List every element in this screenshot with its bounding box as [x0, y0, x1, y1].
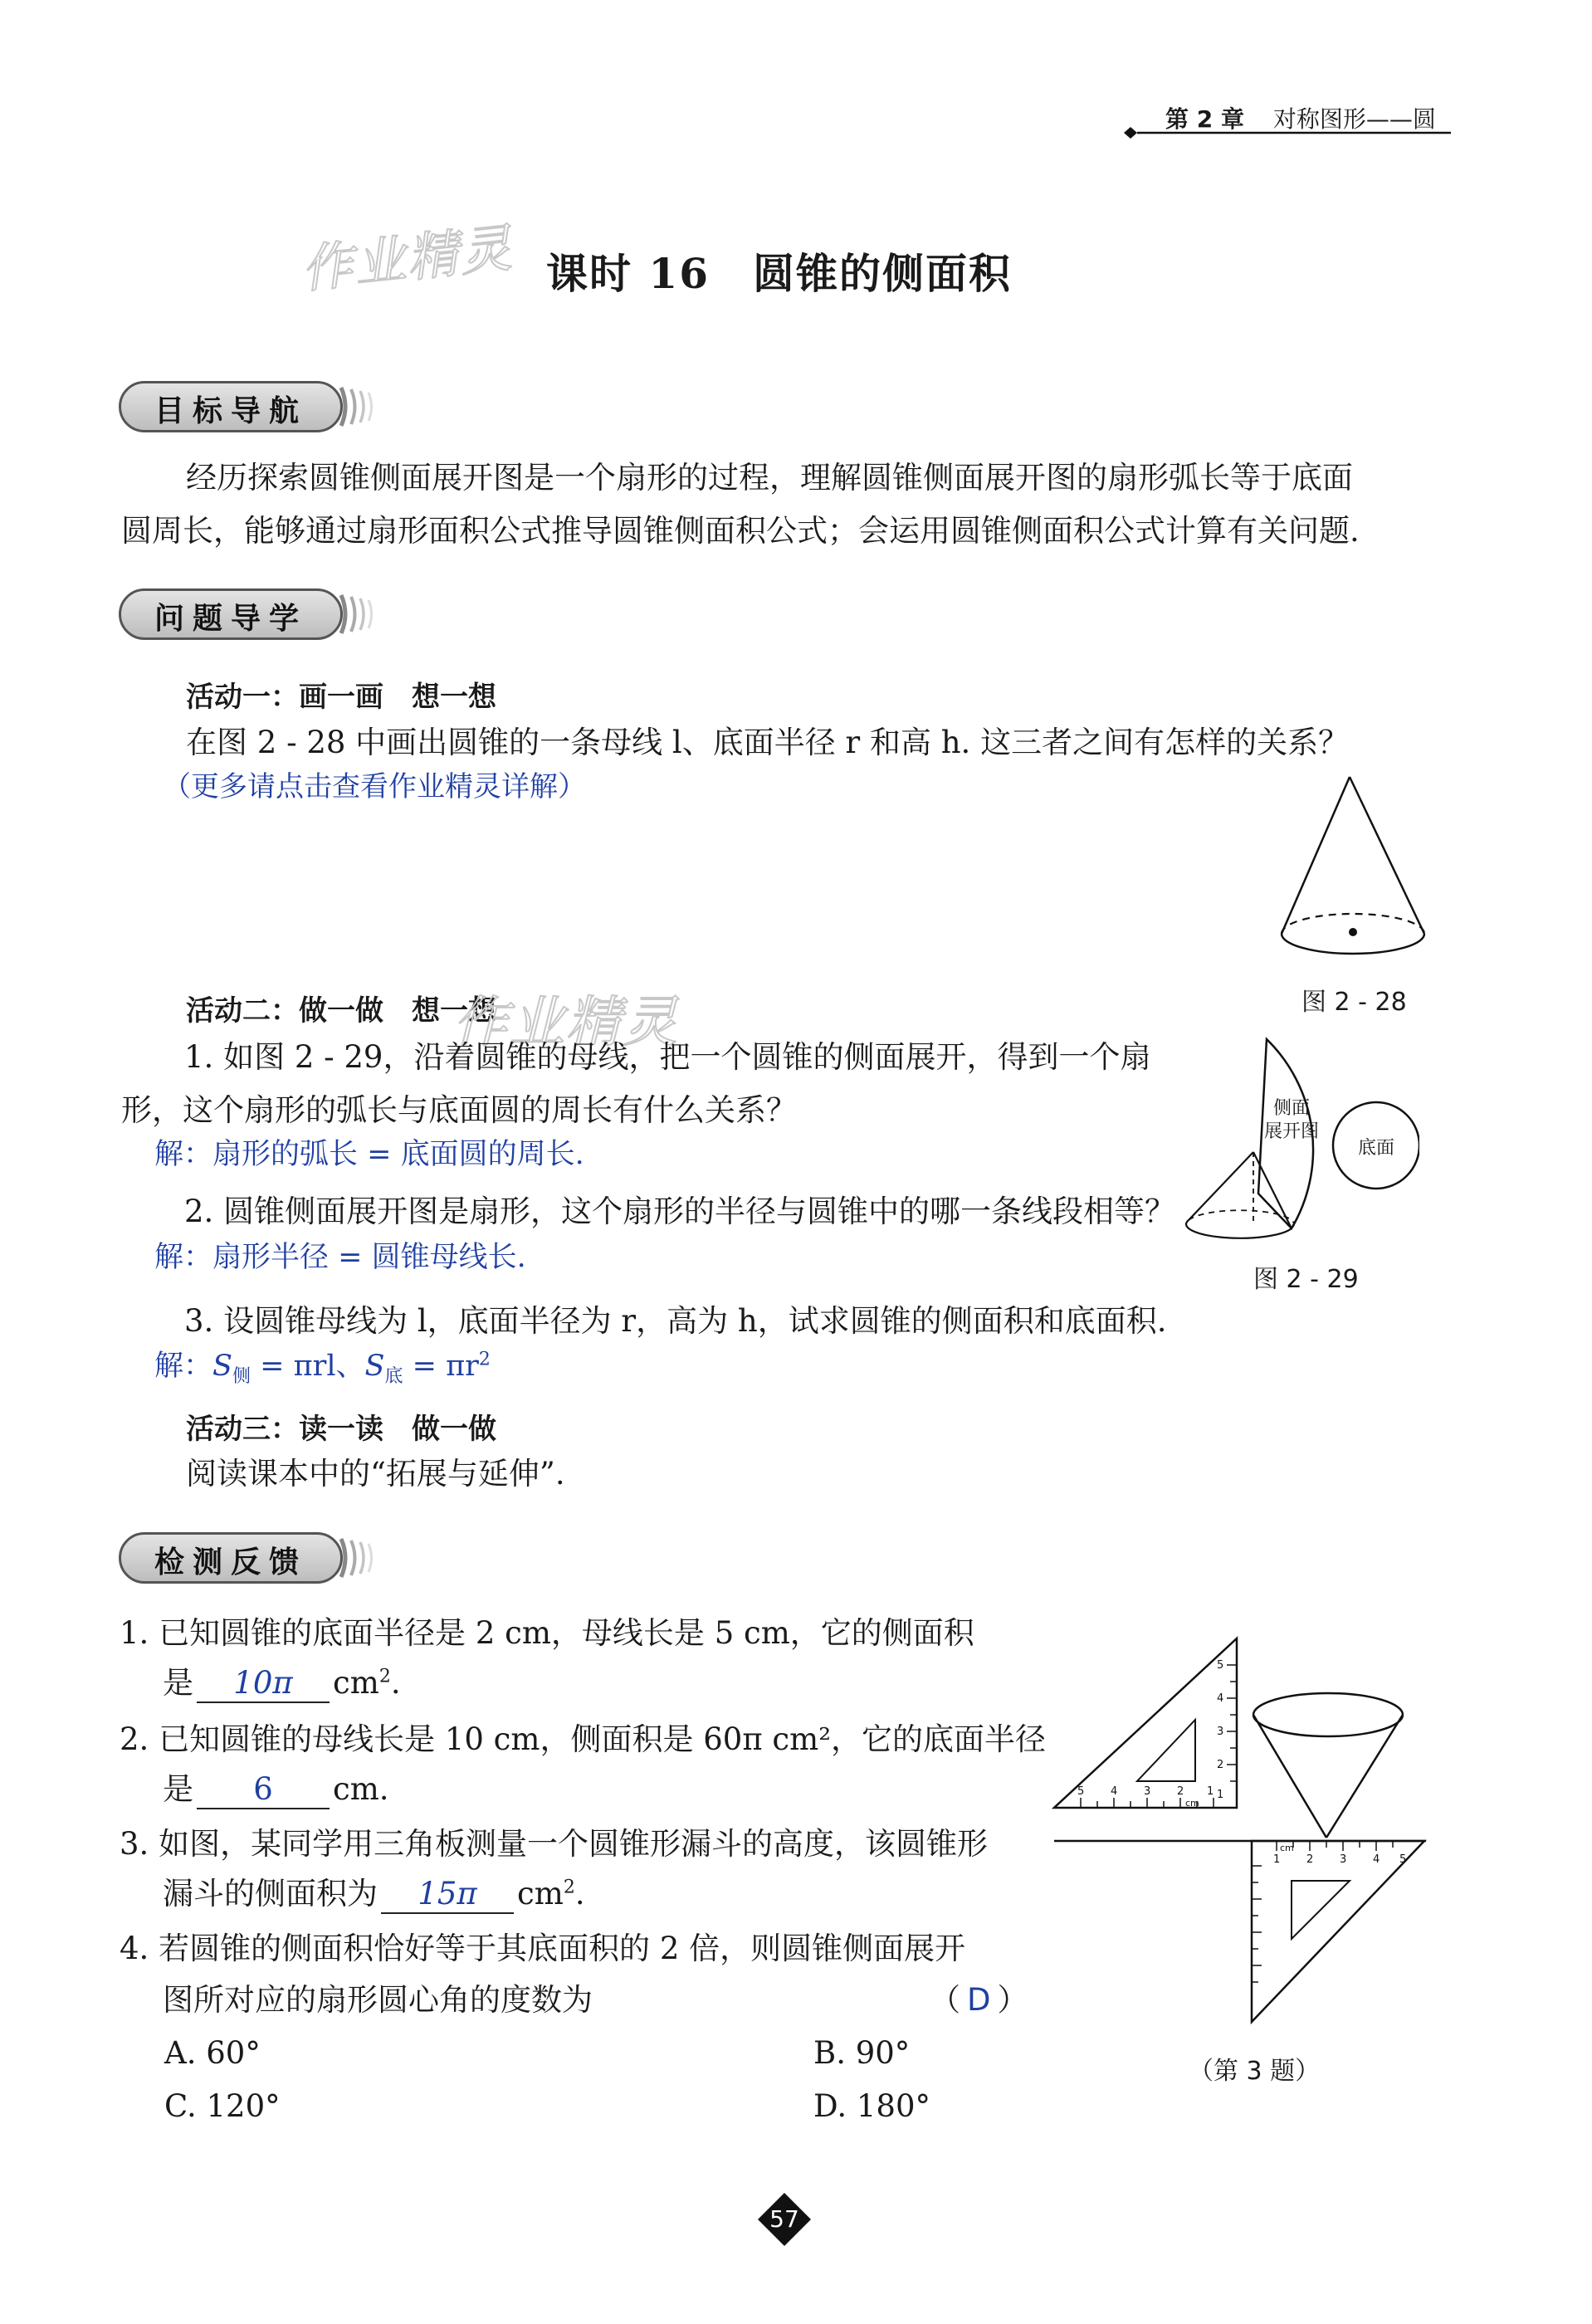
watermark-logo: 作业精灵	[298, 217, 516, 300]
q1-unit: cm	[333, 1665, 379, 1701]
answer3-s1-sub: 侧	[232, 1366, 251, 1387]
q2-answer-blank[interactable]	[197, 1771, 330, 1809]
answer3-prefix: 解：	[154, 1350, 213, 1383]
q4-paren-open: （	[930, 1982, 960, 2018]
banner-guide	[119, 588, 380, 640]
figure-2-28-caption: 图 2 - 28	[1301, 988, 1407, 1017]
activity3-text: 阅读课本中的“拓展与延伸”.	[186, 1456, 565, 1492]
answer3-eq2: = πr	[403, 1350, 479, 1383]
side-ruler-tick-label: 2	[1217, 1759, 1224, 1771]
bottom-ruler-tick-label: 3	[1340, 1853, 1347, 1866]
activity1-question: 在图 2 - 28 中画出圆锥的一条母线 l、底面半径 r 和高 h. 这三者之间有怎样的关系？	[186, 725, 1350, 760]
banner-guide-label: 问题导学	[154, 602, 307, 636]
banner-goals	[119, 381, 380, 432]
bottom-ruler-unit: cm	[1280, 1843, 1294, 1853]
banner-goals-label: 目标导航	[154, 394, 307, 428]
page-number: 57	[769, 2205, 799, 2233]
side-ruler-tick-label: 3	[1217, 1726, 1224, 1738]
q4-answer-paren[interactable]	[930, 1982, 1028, 2019]
q1-answer: 10π	[233, 1665, 293, 1701]
chapter-label: 第 2 章	[1165, 105, 1244, 133]
side-label-line2: 展开图	[1264, 1120, 1320, 1142]
q3-end: .	[574, 1876, 585, 1911]
feedback-q1-line1: 1. 已知圆锥的底面半径是 2 cm，母线长是 5 cm，它的侧面积	[120, 1615, 974, 1651]
feedback-q2-line2	[163, 1771, 389, 1809]
side-ruler-tick-label: 4	[1217, 1692, 1224, 1705]
q2-prefix: 是	[163, 1771, 193, 1807]
triangle-ruler-funnel-figure	[1047, 1632, 1429, 2030]
top-ruler-unit: cm	[1185, 1798, 1199, 1809]
q1-prefix: 是	[163, 1665, 193, 1701]
banner-stripes-icon	[336, 384, 378, 429]
top-ruler-tick-label: 4	[1111, 1785, 1118, 1798]
cone-figure-2-28	[1270, 772, 1436, 963]
top-ruler-tick-label: 5	[1077, 1785, 1085, 1798]
page-title: 课时 16 圆锥的侧面积	[546, 249, 1012, 298]
header-rule	[1122, 124, 1454, 141]
q3-answer-blank[interactable]	[381, 1876, 514, 1914]
feedback-q1-line2	[163, 1665, 401, 1703]
activity2-answer3	[154, 1349, 491, 1388]
watermark-logo: 作业精灵	[453, 990, 679, 1054]
q1-answer-blank[interactable]	[197, 1665, 330, 1703]
q3-answer: 15π	[418, 1876, 477, 1911]
activity2-answer1: 解：扇形的弧长 = 底面圆的周长.	[154, 1138, 584, 1171]
activity1-title: 活动一：画一画 想一想	[186, 681, 496, 714]
bottom-ruler-tick-label: 5	[1399, 1853, 1407, 1866]
activity2-q2: 2. 圆锥侧面展开图是扇形，这个扇形的半径与圆锥中的哪一条线段相等？	[184, 1194, 1176, 1229]
top-ruler-tick-label: 3	[1144, 1785, 1151, 1798]
q1-unit-sup: 2	[378, 1666, 391, 1687]
figure-2-29-side-label	[1264, 1097, 1319, 1143]
banner-stripes-icon	[336, 592, 378, 637]
activity2-answer2: 解：扇形半径 = 圆锥母线长.	[154, 1241, 526, 1274]
activity2-title: 活动二：做一做 想一想	[186, 994, 496, 1028]
q3-unit: cm	[517, 1876, 564, 1911]
q2-unit: cm.	[333, 1771, 389, 1807]
activity2-q1-line2: 形，这个扇形的弧长与底面圆的周长有什么关系？	[121, 1092, 797, 1128]
answer3-s2-sub: 底	[384, 1366, 403, 1387]
side-ruler-tick-label: 1	[1217, 1789, 1224, 1801]
answer3-eq1: = πrl、	[251, 1350, 365, 1383]
more-details-link[interactable]: （更多请点击查看作业精灵详解）	[163, 770, 586, 803]
q4-answer: D	[967, 1982, 991, 2018]
activity2-q1-line1: 1. 如图 2 - 29，沿着圆锥的母线，把一个圆锥的侧面展开，得到一个扇	[184, 1039, 1151, 1075]
answer3-sup: 2	[478, 1349, 491, 1370]
feedback-q3-line1: 3. 如图，某同学用三角板测量一个圆锥形漏斗的高度，该圆锥形	[120, 1826, 989, 1862]
feedback-q2-line1: 2. 已知圆锥的母线长是 10 cm，侧面积是 60π cm²，它的底面半径	[120, 1721, 1047, 1757]
goals-text-line2: 圆周长，能够通过扇形面积公式推导圆锥侧面积公式；会运用圆锥侧面积公式计算有关问题.	[121, 513, 1360, 549]
q4-option-d[interactable]: D. 180°	[813, 2088, 930, 2124]
activity3-title: 活动三：读一读 做一做	[186, 1413, 496, 1446]
answer3-s1: S	[212, 1350, 232, 1383]
banner-feedback-label: 检测反馈	[154, 1545, 307, 1579]
side-ruler-tick-label: 5	[1217, 1659, 1224, 1672]
q3-unit-sup: 2	[563, 1877, 575, 1898]
top-ruler-tick-label: 1	[1207, 1785, 1214, 1798]
figure-2-29-base-label: 底面	[1358, 1138, 1395, 1159]
bottom-ruler-tick-label: 2	[1306, 1853, 1314, 1866]
top-triangle-ruler	[1054, 1638, 1237, 1808]
funnel-rim	[1253, 1693, 1403, 1736]
q2-answer: 6	[253, 1771, 273, 1807]
q4-option-c[interactable]: C. 120°	[164, 2088, 281, 2124]
q1-end: .	[390, 1665, 401, 1701]
page-number-badge	[756, 2191, 813, 2248]
goals-text-line1: 经历探索圆锥侧面展开图是一个扇形的过程，理解圆锥侧面展开图的扇形弧长等于底面	[186, 460, 1353, 496]
feedback-q4-line1: 4. 若圆锥的侧面积恰好等于其底面积的 2 倍，则圆锥侧面展开	[120, 1931, 966, 1966]
q4-paren-close: ）	[997, 1982, 1028, 2018]
q4-option-b[interactable]: B. 90°	[813, 2035, 911, 2071]
feedback-q3-line2	[163, 1876, 585, 1914]
figure-q3-caption: （第 3 题）	[1189, 2057, 1321, 2086]
banner-stripes-icon	[336, 1536, 378, 1580]
q4-option-a[interactable]: A. 60°	[164, 2035, 261, 2071]
bottom-triangle-ruler	[1252, 1841, 1424, 2022]
q3-prefix: 漏斗的侧面积为	[163, 1876, 378, 1911]
chapter-topic: 对称图形——圆	[1272, 105, 1436, 133]
activity2-q3: 3. 设圆锥母线为 l，底面半径为 r，高为 h，试求圆锥的侧面积和底面积.	[184, 1303, 1167, 1339]
bottom-ruler-tick-label: 1	[1273, 1853, 1281, 1866]
bottom-ruler-tick-label: 4	[1373, 1853, 1380, 1866]
feedback-q4-line2: 图所对应的扇形圆心角的度数为	[163, 1982, 593, 2018]
banner-feedback	[119, 1532, 380, 1584]
figure-2-29-caption: 图 2 - 29	[1253, 1265, 1359, 1294]
answer3-s2: S	[364, 1350, 385, 1383]
side-label-line1: 侧面	[1273, 1098, 1311, 1119]
top-ruler-tick-label: 2	[1177, 1785, 1184, 1798]
